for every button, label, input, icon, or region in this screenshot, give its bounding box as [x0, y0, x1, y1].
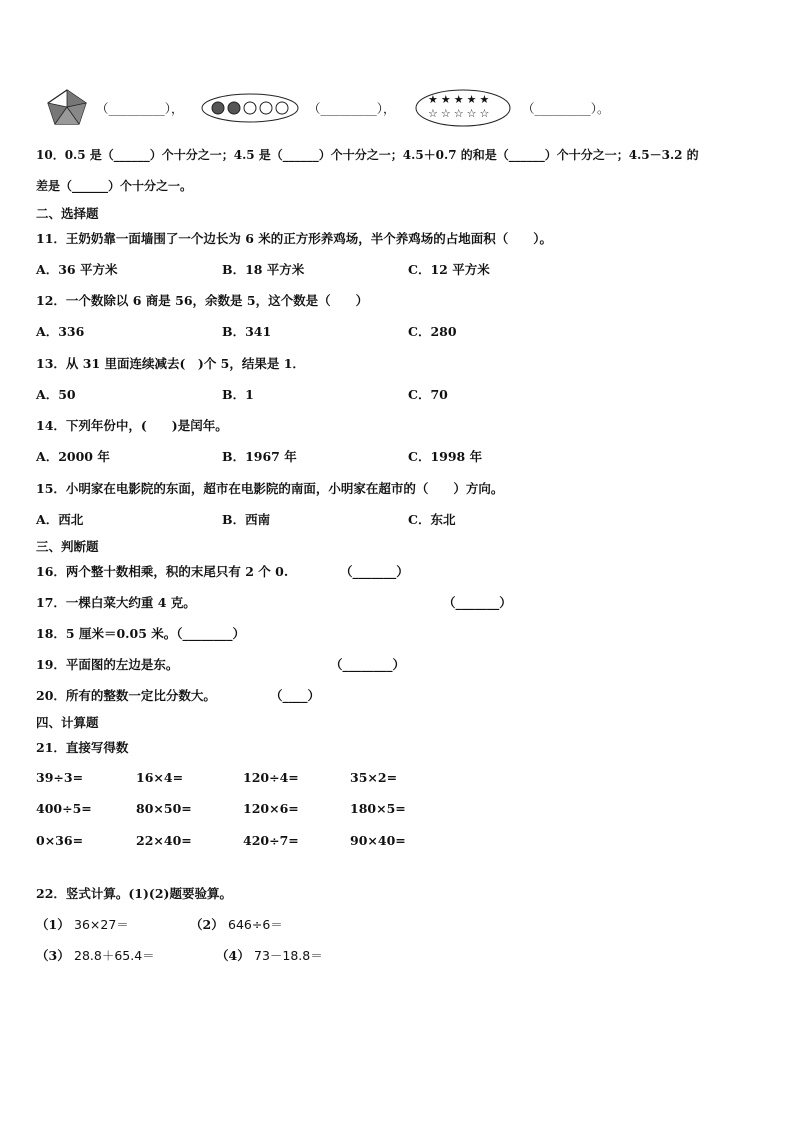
question-14-option-c[interactable]: C．1998 年 [408, 449, 483, 464]
question-22-stem: 22．竖式计算。(1)(2)题要验算。 [36, 886, 232, 901]
calc-item[interactable]: 420÷7= [243, 833, 299, 848]
calc-item[interactable]: 90×40= [350, 833, 406, 848]
question-16-blank[interactable]: （_______） [340, 564, 409, 579]
question-14-option-b[interactable]: B．1967 年 [222, 449, 297, 464]
question-17-stem: 17．一棵白菜大约重 4 克。 [36, 595, 196, 610]
question-19-stem: 19．平面图的左边是东。 [36, 657, 179, 672]
question-10-line-1: 10．0.5 是（______）个十分之一；4.5 是（______）个十分之一；4.5＋0.7 的和是（______）个十分之一；4.5－3.2 的 [36, 148, 699, 162]
question-13-option-b[interactable]: B．1 [222, 387, 254, 402]
question-19-blank[interactable]: （________） [330, 657, 406, 672]
question-11-option-c[interactable]: C．12 平方米 [408, 262, 490, 277]
answer-blank-2[interactable]: （_________）， [308, 101, 396, 116]
q22-part-1-number: （1） [36, 917, 70, 932]
calc-item[interactable]: 120×6= [243, 801, 299, 816]
q22-part-4-number: （4） [216, 948, 250, 963]
filled-stars: ★★★★★ [428, 93, 493, 106]
q22-part-3-number: （3） [36, 948, 70, 963]
empty-circle [276, 102, 288, 114]
section-heading-judge: 三、判断题 [36, 539, 99, 554]
question-16-stem: 16．两个整十数相乘，积的末尾只有 2 个 0. [36, 564, 289, 579]
question-17-blank[interactable]: （_______） [443, 595, 512, 610]
question-11-stem: 11．王奶奶靠一面墙围了一个边长为 6 米的正方形养鸡场，半个养鸡场的占地面积（ ）。 [36, 231, 553, 246]
circles-figure [200, 92, 300, 124]
question-20-stem: 20．所有的整数一定比分数大。 [36, 688, 216, 703]
question-14-stem: 14．下列年份中，( )是闰年。 [36, 418, 228, 433]
calc-item[interactable]: 0×36= [36, 833, 84, 848]
question-12-option-c[interactable]: C．280 [408, 324, 457, 339]
shaded-circle [212, 102, 224, 114]
empty-stars: ☆☆☆☆☆ [428, 107, 493, 120]
question-18-stem[interactable]: 18．5 厘米＝0.05 米。（________） [36, 626, 245, 641]
calc-item[interactable]: 120÷4= [243, 770, 299, 785]
q22-part-3-expression[interactable]: 28.8＋65.4＝ [74, 948, 155, 963]
question-13-option-c[interactable]: C．70 [408, 387, 448, 402]
shaded-circle [228, 102, 240, 114]
q22-part-2-number: （2） [190, 917, 224, 932]
calc-item[interactable]: 39÷3= [36, 770, 84, 785]
calc-item[interactable]: 80×50= [136, 801, 192, 816]
question-21-stem: 21．直接写得数 [36, 740, 129, 755]
answer-blank-1[interactable]: （_________）， [96, 101, 184, 116]
question-10-line-2: 差是（______）个十分之一。 [36, 179, 193, 193]
answer-blank-3[interactable]: （_________）。 [522, 101, 610, 116]
question-12-stem: 12．一个数除以 6 商是 56，余数是 5，这个数是（ ） [36, 293, 369, 308]
empty-circle [260, 102, 272, 114]
question-15-option-a[interactable]: A．西北 [36, 512, 84, 527]
question-13-option-a[interactable]: A．50 [36, 387, 76, 402]
question-13-stem: 13．从 31 里面连续减去( )个 5，结果是 1． [36, 356, 305, 371]
question-14-option-a[interactable]: A．2000 年 [36, 449, 110, 464]
pentagon-figure [46, 88, 88, 126]
section-heading-choice: 二、选择题 [36, 206, 99, 221]
question-15-stem: 15．小明家在电影院的东面，超市在电影院的南面，小明家在超市的（ ）方向。 [36, 481, 504, 496]
calc-item[interactable]: 35×2= [350, 770, 398, 785]
calc-item[interactable]: 180×5= [350, 801, 406, 816]
calc-item[interactable]: 22×40= [136, 833, 192, 848]
question-15-option-c[interactable]: C．东北 [408, 512, 456, 527]
q22-part-4-expression[interactable]: 73－18.8＝ [254, 948, 323, 963]
question-11-option-b[interactable]: B．18 平方米 [222, 262, 305, 277]
q22-part-1-expression[interactable]: 36×27＝ [74, 917, 129, 932]
question-20-blank[interactable]: （____） [270, 688, 321, 703]
q22-part-2-expression[interactable]: 646÷6＝ [228, 917, 283, 932]
question-11-option-a[interactable]: A．36 平方米 [36, 262, 118, 277]
calc-item[interactable]: 16×4= [136, 770, 184, 785]
question-12-option-b[interactable]: B．341 [222, 324, 272, 339]
section-heading-calc: 四、计算题 [36, 715, 99, 730]
question-12-option-a[interactable]: A．336 [36, 324, 85, 339]
calc-item[interactable]: 400÷5= [36, 801, 92, 816]
question-15-option-b[interactable]: B．西南 [222, 512, 271, 527]
empty-circle [244, 102, 256, 114]
